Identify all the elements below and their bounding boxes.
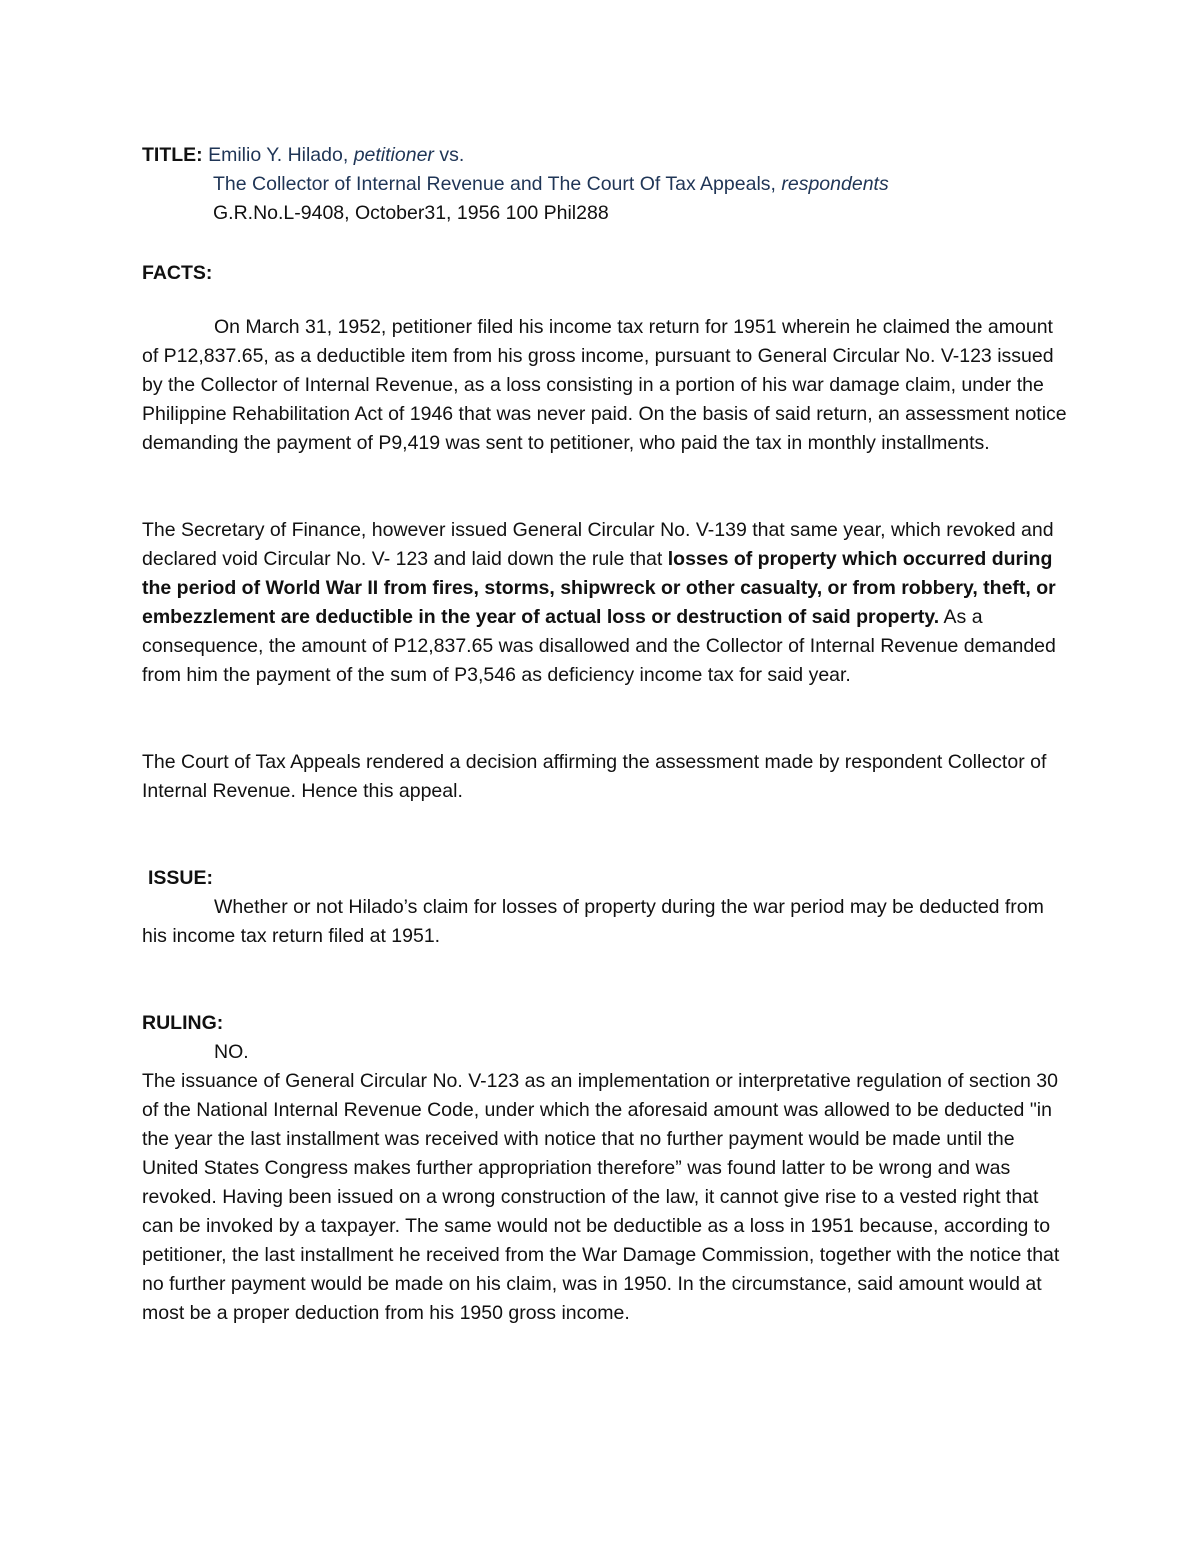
facts-heading: FACTS: bbox=[142, 262, 213, 284]
respondents-line bbox=[213, 170, 889, 199]
petitioner-role: petitioner bbox=[353, 144, 434, 166]
facts-paragraph-2 bbox=[142, 516, 1072, 690]
facts-paragraph-1: On March 31, 1952, petitioner filed his income tax return for 1951 wherein he claimed the amount of P12,837.65, as a deductible item from his gross income, pursuant to General Circular No. V-123 issued by the Collector of Internal Revenue, as a loss consisting in a portion of his war damage claim, under the Philippine Rehabilitation Act of 1946 that was never paid. On the basis of said return, an assessment notice demanding the payment of P9,419 was sent to petitioner, who paid the tax in monthly installments. bbox=[142, 316, 1067, 454]
facts-paragraph-3: The Court of Tax Appeals rendered a decision affirming the assessment made by respondent Collector of Internal Revenue. Hence this appeal. bbox=[142, 751, 1047, 802]
issue-heading: ISSUE: bbox=[148, 867, 214, 889]
petitioner-name: Emilio Y. Hilado, bbox=[208, 144, 349, 166]
ruling-heading: RULING: bbox=[142, 1012, 224, 1034]
title-line bbox=[142, 141, 464, 170]
title-label: TITLE: bbox=[142, 144, 203, 166]
facts-paragraph-2-end: As a consequence, the amount of P12,837.65 was disallowed and the Collector of Internal Revenue demanded from him the payment of the sum of P3,546 as deficiency income tax for said year. bbox=[142, 606, 1056, 686]
facts-paragraph-2-rule: losses of property which occurred during the period of World War II from fires, storms, shipwreck or other casualty, or from robbery, theft, or embezzlement are deductible in the year of actual loss or destruction of said property. bbox=[142, 548, 1056, 628]
ruling-answer: NO. bbox=[214, 1041, 249, 1063]
respondents-role: respondents bbox=[781, 173, 889, 195]
ruling-text: The issuance of General Circular No. V-123 as an implementation or interpretative regulation of section 30 of the National Internal Revenue Code, under which the aforesaid amount was allowed to be deducted "in the year the last installment was received with notice that no further payment would be made until the United States Congress makes further appropriation therefore” was found latter to be wrong and was revoked. Having been issued on a wrong construction of the law, it cannot give rise to a vested right that can be invoked by a taxpayer. The same would not be deductible as a loss in 1951 because, according to petitioner, the last installment he received from the War Damage Commission, together with the notice that no further payment would be made on his claim, was in 1950. In the circumstance, said amount would at most be a proper deduction from his 1950 gross income. bbox=[142, 1070, 1060, 1324]
versus-text: vs. bbox=[439, 144, 465, 166]
respondents-names: The Collector of Internal Revenue and The Court Of Tax Appeals, bbox=[213, 173, 776, 195]
case-citation: G.R.No.L-9408, October31, 1956 100 Phil288 bbox=[213, 202, 609, 224]
facts-paragraph-2-start: The Secretary of Finance, however issued General Circular No. V-139 that same year, which revoked and declared void Circular No. V- 123 and laid down the rule that bbox=[142, 519, 1054, 570]
issue-text: Whether or not Hilado’s claim for losses of property during the war period may be deducted from his income tax return filed at 1951. bbox=[142, 896, 1044, 947]
